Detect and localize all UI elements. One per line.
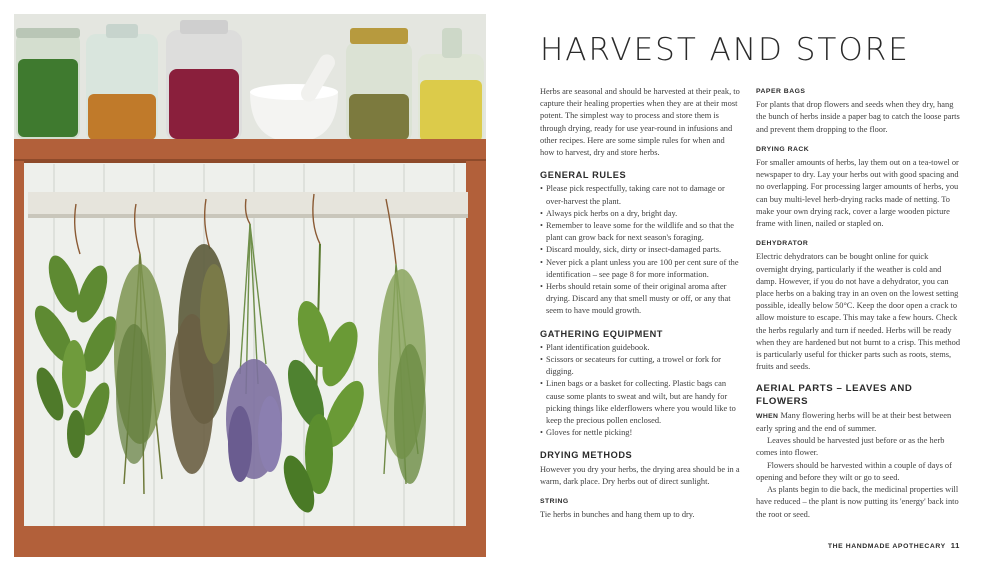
dehydrator-text: Electric dehydrators can be bought online for quick overnight drying, particularly if the weather is cold and damp. However, if you do not have a dehydrator, you can place herbs on a baking tray in an oven on the lowest setting possible, ideally below 50°C. Keep the door open a crack to allow moisture to escape. This may take a few hours. Check the herbs regularly and turn if needed. Herbs will be ready when they are hardened but not burnt to a crisp. This method is particularly useful for thicker parts such as roots, stems, fruits and seeds. (756, 252, 961, 372)
list-item: • Discard mouldy, sick, dirty or insect-damaged parts. (540, 244, 740, 256)
wooden-shelf (14, 139, 486, 161)
jar-red-liquid (166, 20, 242, 142)
book-title: THE HANDMADE APOTHECARY (827, 543, 946, 550)
aerial-parts-when (756, 410, 962, 435)
jar-dried-herbs (346, 28, 412, 142)
aerial-parts-p3: Flowers should be harvested within a couple of days of opening and before they wilt or go to seed. (756, 460, 952, 482)
list-item: • Never pick a plant unless you are 100 per cent sure of the identification – see page 8 for more information. (540, 257, 740, 281)
list-item: • Linen bags or a basket for collecting. Plastic bags can cause some plants to sweat and wilt, but are handy for picking things like elderflowers where you would like to keep the precious pollen enclosed. (540, 378, 740, 427)
general-rules-list (540, 183, 740, 317)
herb-bunch-yarrow (378, 264, 426, 484)
list-item: • Remember to leave some for the wildlife and so that the plant can grow back for next season's foraging. (540, 220, 740, 244)
paper-bags-text: For plants that drop flowers and seeds when they dry, hang the bunch of herbs inside a paper bag to catch the loose parts and prevent them dropping to the floor. (756, 100, 960, 134)
drying-methods-text: However you dry your herbs, the drying area should be in a warm, dark place. Dry herbs out of direct sunlight. (540, 464, 740, 486)
list-item: • Plant identification guidebook. (540, 342, 740, 354)
gathering-equipment-heading: GATHERING EQUIPMENT (540, 328, 664, 339)
string-heading: STRING (540, 498, 569, 506)
hanging-herbs-photo (14, 14, 486, 557)
list-item: • Scissors or secateurs for cutting, a trowel or fork for digging. (540, 354, 740, 378)
page-number: 11 (950, 541, 960, 550)
aerial-parts-p2: Leaves should be harvested just before or as the herb comes into flower. (756, 436, 945, 458)
page-title: HARVEST AND STORE (540, 32, 910, 68)
jar-amber-liquid (86, 24, 158, 142)
list-item: • Gloves for nettle picking! (540, 427, 740, 439)
aerial-parts-p4: As plants begin to die back, the medicinal properties will have reduced – the plant is now putting its 'energy' back into the root or seed. (756, 485, 959, 519)
right-text-column (756, 86, 962, 521)
jar-green-herbs (16, 28, 80, 139)
aerial-parts-p1: Many flowering herbs will be at their best between early spring and the end of summer. (756, 410, 952, 434)
list-item: • Please pick respectfully, taking care not to damage or over-harvest the plant. (540, 183, 740, 207)
intro-paragraph: Herbs are seasonal and should be harvested at their peak, to capture their healing properties when they are at their most potent. The simplest way to process and store them is through drying, ready for use year-round in infusions and other recipes. Here are some simple rules for when and how to harvest, dry and store herbs. (540, 87, 740, 158)
left-text-column (540, 86, 740, 522)
drying-rack-text: For smaller amounts of herbs, lay them out on a tea-towel or newspaper to dry. Lay your herbs out with good spacing and no overlapping. For processing larger amounts of herbs, you can buy multi-level herb-drying racks made of netting. To make your own drying rack, cover a large wooden picture frame with linen, nailed or stapled on. (756, 158, 959, 229)
general-rules-heading: GENERAL RULES (540, 170, 627, 181)
page-footer (828, 541, 960, 550)
paper-bags-heading: PAPER BAGS (756, 88, 806, 95)
dehydrator-heading: DEHYDRATOR (756, 240, 809, 248)
when-label: WHEN (756, 412, 779, 420)
list-item: • Herbs should retain some of their original aroma after drying. Discard any that smell musty or off, or any that seem to have mould growth. (540, 281, 740, 318)
list-item: • Always pick herbs on a dry, bright day. (540, 208, 740, 220)
drying-rack-heading: DRYING RACK (756, 145, 810, 153)
gathering-equipment-list (540, 342, 740, 440)
aerial-parts-heading: AERIAL PARTS – LEAVES AND FLOWERS (756, 383, 913, 407)
drying-methods-heading: DRYING METHODS (540, 450, 633, 461)
string-text: Tie herbs in bunches and hang them up to dry. (540, 510, 695, 520)
